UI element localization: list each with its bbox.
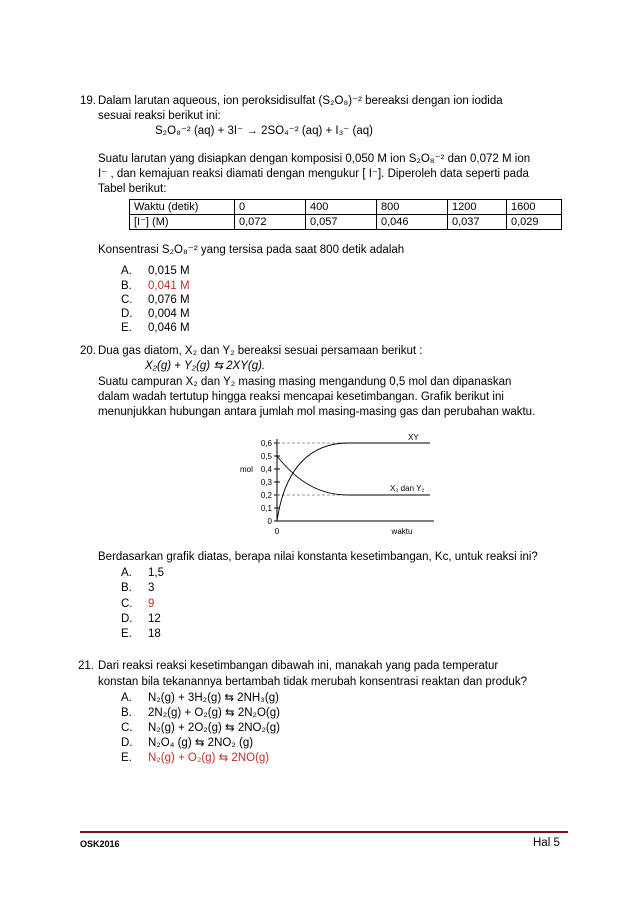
y-tick-label: 0 — [267, 517, 272, 526]
option-text: N₂(g) + 3H₂(g) ⇆ 2NH₃(g) — [148, 692, 279, 704]
option-label: C. — [121, 722, 133, 734]
y-axis-label: mol — [240, 465, 253, 474]
footer-left: OSK2016 — [80, 839, 120, 849]
q19-para-line3: Tabel berikut: — [98, 183, 167, 195]
option-text: N₂O₄ (g) ⇆ 2NO₂ (g) — [148, 737, 254, 749]
q19-option-d[interactable] — [121, 307, 190, 321]
q20-para-line2: dalam wadah tertutup hingga reaksi mencapai kesetimbangan. Grafik berikut ini — [98, 391, 504, 403]
option-text: 0,046 M — [148, 322, 190, 334]
table-cell: 0 — [235, 200, 306, 215]
q21-number: 21. — [78, 660, 94, 672]
option-text-correct: 9 — [148, 598, 155, 610]
q20-number: 20. — [80, 345, 96, 357]
q19-para-line1: Suatu larutan yang disiapkan dengan komposisi 0,050 M ion S₂O₈⁻² dan 0,072 M ion — [98, 153, 531, 165]
q21-option-a[interactable] — [121, 691, 279, 705]
q20-option-e[interactable] — [121, 627, 161, 641]
q20-para-line3: menunjukkan hubungan antara jumlah mol masing-masing gas dan perubahan waktu. — [98, 406, 536, 418]
q20-option-a[interactable] — [121, 566, 164, 580]
option-label: A. — [121, 265, 132, 277]
series-label-xy: XY — [408, 433, 419, 442]
option-label: D. — [121, 613, 133, 625]
table-cell: 0,072 — [235, 215, 306, 230]
q20-line1: Dua gas diatom, X₂ dan Y₂ bereaksi sesuai persamaan berikut : — [98, 345, 423, 357]
y-tick-label: 0,4 — [260, 465, 272, 474]
q19-option-a[interactable] — [121, 264, 190, 278]
q20-para-line1: Suatu campuran X₂ dan Y₂ masing masing mengandung 0,5 mol dan dipanaskan — [98, 376, 512, 388]
option-text-correct: 0,041 M — [148, 280, 190, 292]
option-text: 12 — [148, 613, 161, 625]
q19-option-c[interactable] — [121, 293, 190, 307]
table-row — [130, 215, 562, 230]
option-label: D. — [121, 737, 133, 749]
option-text: 0,004 M — [148, 308, 190, 320]
option-text: N₂(g) + 2O₂(g) ⇆ 2NO₂(g) — [148, 722, 280, 734]
q20-question: Berdasarkan grafik diatas, berapa nilai konstanta kesetimbangan, Kc, untuk reaksi ini? — [98, 551, 538, 563]
q19-data-table — [129, 199, 562, 230]
option-text: 1,5 — [148, 567, 164, 579]
option-text: 0,015 M — [148, 265, 190, 277]
q21-option-e[interactable] — [121, 751, 269, 765]
option-label: C. — [121, 294, 133, 306]
q21-line2: konstan bila tekanannya bertambah tidak merubah konsentrasi reaktan dan produk? — [98, 676, 527, 688]
option-label: A. — [121, 567, 132, 579]
option-label: A. — [121, 692, 132, 704]
q19-option-e[interactable] — [121, 321, 190, 335]
table-cell: [I⁻] (M) — [130, 215, 235, 230]
y-tick-label: 0,5 — [260, 452, 272, 461]
q21-line1: Dari reaksi reaksi kesetimbangan dibawah ini, manakah yang pada temperatur — [98, 660, 499, 672]
table-cell: 0,029 — [507, 215, 562, 230]
q19-line2: sesuai reaksi berikut ini: — [98, 110, 221, 122]
option-label: E. — [121, 752, 132, 764]
table-cell: 800 — [377, 200, 448, 215]
option-label: D. — [121, 308, 133, 320]
y-tick-label: 0,2 — [260, 491, 272, 500]
q20-option-c[interactable] — [121, 597, 154, 611]
q19-number: 19. — [80, 95, 96, 107]
y-tick-label: 0,6 — [260, 439, 272, 448]
table-cell: 0,037 — [448, 215, 507, 230]
option-label: B. — [121, 280, 132, 292]
option-text: 0,076 M — [148, 294, 190, 306]
q19-line1: Dalam larutan aqueous, ion peroksidisulfat (S₂O₈)⁻² bereaksi dengan ion iodida — [98, 95, 503, 107]
series-label-x2-y2: X₂ dan Y₂ — [390, 484, 425, 493]
table-cell: 0,046 — [377, 215, 448, 230]
footer-divider — [80, 831, 568, 833]
q21-option-c[interactable] — [121, 721, 280, 735]
option-text: 2N₂(g) + O₂(g) ⇆ 2N₂O(g) — [148, 707, 280, 719]
q20-option-d[interactable] — [121, 612, 161, 626]
option-label: E. — [121, 628, 132, 640]
option-label: E. — [121, 322, 132, 334]
table-cell: 400 — [306, 200, 377, 215]
equilibrium-chart — [230, 432, 470, 540]
q20-option-b[interactable] — [121, 581, 154, 595]
option-label: B. — [121, 582, 132, 594]
table-cell: 1200 — [448, 200, 507, 215]
y-tick-label: 0,1 — [260, 504, 272, 513]
option-text: 3 — [148, 582, 155, 594]
y-tick-label: 0,3 — [260, 478, 272, 487]
series-line-xy — [277, 443, 430, 521]
x-tick-label: 0 — [274, 527, 280, 536]
q21-option-b[interactable] — [121, 706, 280, 720]
q19-option-b[interactable] — [121, 279, 190, 293]
table-header-row — [130, 200, 562, 215]
option-label: B. — [121, 707, 132, 719]
footer-page-number: Hal 5 — [533, 837, 560, 849]
q19-reaction: S₂O₈⁻² (aq) + 3I⁻ → 2SO₄⁻² (aq) + I₃⁻ (aq) — [155, 125, 374, 137]
q20-equation: X₂(g) + Y₂(g) ⇆ 2XY(g). — [145, 360, 266, 372]
table-cell: 0,057 — [306, 215, 377, 230]
q19-question: Konsentrasi S₂O₈⁻² yang tersisa pada saat 800 detik adalah — [98, 244, 405, 256]
option-text-correct: N₂(g) + O₂(g) ⇆ 2NO(g) — [148, 752, 270, 764]
table-cell: 1600 — [507, 200, 562, 215]
option-text: 18 — [148, 628, 161, 640]
option-label: C. — [121, 598, 133, 610]
q19-para-line2: I⁻ , dan kemajuan reaksi diamati dengan mengukur [ I⁻]. Diperoleh data seperti pada — [98, 168, 529, 180]
table-cell: Waktu (detik) — [130, 200, 235, 215]
x-axis-label: waktu — [391, 527, 413, 536]
q21-option-d[interactable] — [121, 736, 253, 750]
